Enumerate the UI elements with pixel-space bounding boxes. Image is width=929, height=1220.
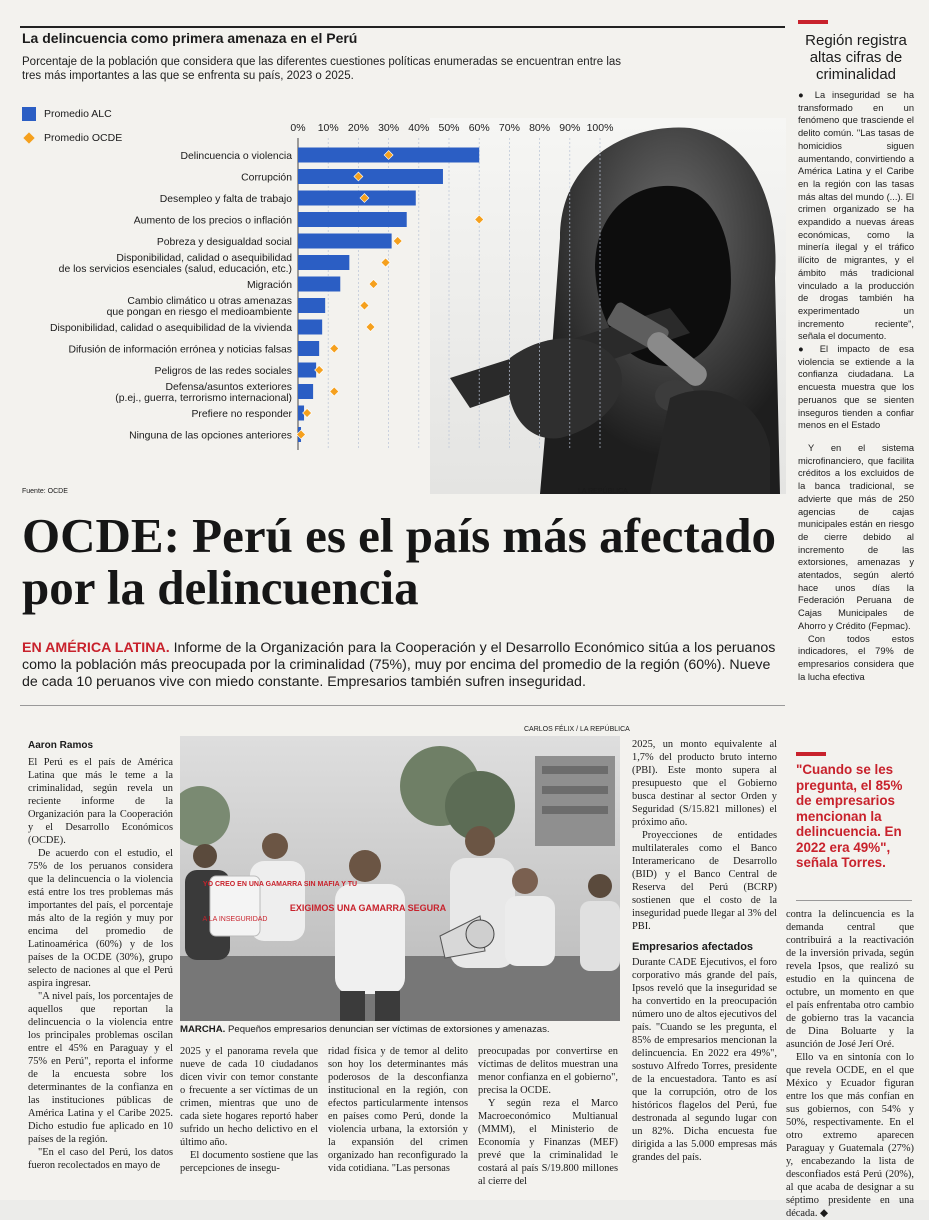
sidebar-paragraph: ● El impacto de esa violencia se extiende a la confianza ciudadana. La encuesta muestra que los peruanos que se sienten inseguros tienden a confiar menos en el Estado xyxy=(798,344,914,431)
marker-ocde xyxy=(366,323,375,332)
category-label: Defensa/asuntos exteriores xyxy=(165,382,292,393)
paragraph: contra la delincuencia es la demanda central que contribuirá a la reactivación de la inversión privada, según revela Ipsos, que realizó su estudio en la quincena de octubre, un momento en que el país enfrentaba otro cambio de gobierno tras la vacancia de Dina Boluarte y la asunción de José Jerí Oré. xyxy=(786,909,914,1050)
marker-ocde xyxy=(393,237,402,246)
caption-label: MARCHA. xyxy=(180,1024,226,1035)
column-1 xyxy=(28,756,173,1172)
paragraph: ridad física y de temor al delito son hoy los determinantes más poderosos de la desconfianza institucional en la región, con efectos particularmente intensos en países como Perú, donde la violencia urbana, la extorsión y la expansión del crimen organizado han reconfigurado la vida cotidiana. "Las personas xyxy=(328,1046,468,1174)
chart-title: La delincuencia como primera amenaza en el Perú xyxy=(22,30,358,46)
photo-caption xyxy=(180,1024,620,1035)
x-tick-label: 20% xyxy=(347,122,369,134)
category-label: Ninguna de las opciones anteriores xyxy=(129,430,292,442)
x-tick-label: 10% xyxy=(317,122,339,134)
sidebar-paragraph: ● La inseguridad se ha transformado en un fenómeno que trasciende el delito común. "Las tasas de homicidios siguen aumentando, convirtiendo a América Latina y el Caribe en la región con las tasas más altas del mundo (...). El crimen organizado se ha expandido a nuevas áreas económicas, como la minería ilegal y el tráfico ilícito de migrantes, y el ámbito más tradicional vinculado a la producción de drogas también ha experimentado un incremento reciente", señala el documento. xyxy=(798,90,914,342)
paragraph: 2025 y el panorama revela que nueve de cada 10 ciudadanos dicen vivir con temor constante o frecuente a ser víctimas de un crimen, mientras que uno de cada siete hogares reportó haber sufrido un hecho delictivo en el último año. xyxy=(180,1046,318,1148)
sidebar-paragraph: Con todos estos indicadores, el 79% de empresarios considera que la lucha efectiva xyxy=(798,633,914,682)
bar-alc xyxy=(298,384,313,399)
bar-alc xyxy=(298,212,407,227)
paragraph: Durante CADE Ejecutivos, el foro corporativo más grande del país, Ipsos reveló que la inseguridad se ha convertido en la preocupación número uno de altos ejecutivos del país. "Cuando se les pregunta, el 85% de empresarios mencionan la delincuencia. En 2022 era 49%", sostuvo Alfredo Torres, presidente de la encuestadora. Tanto es así que la corrupción, otro de los históricos flagelos del Perú, fue destronada al segundo lugar con un 82%. Dicha encuesta fue dirigida a las 5.000 empresas más grandes del país. xyxy=(632,957,777,1163)
poster-text: A LA INSEGURIDAD xyxy=(202,916,268,923)
x-tick-label: 0% xyxy=(290,122,306,134)
bar-alc xyxy=(298,363,316,378)
chart-top-rule xyxy=(20,26,785,28)
shirt-text: YO CREO EN UNA GAMARRA SIN MAFIA Y TU xyxy=(202,881,358,888)
caption-text: Pequeños empresarios denuncian ser víctimas de extorsiones y amenazas. xyxy=(225,1024,550,1035)
paragraph: Y según reza el Marco Macroeconómico Multianual (MMM), el Ministerio de Economía y Finanzas (MEF) prevé que la criminalidad le costará al país S/19.800 millones al cierre del xyxy=(478,1098,618,1187)
subheading: Empresarios afectados xyxy=(632,941,754,953)
paragraph: "En el caso del Perú, los datos fueron recolectados en mayo de xyxy=(28,1147,173,1171)
x-tick-label: 50% xyxy=(438,122,460,134)
x-tick-label: 90% xyxy=(559,122,581,134)
x-tick-label: 70% xyxy=(498,122,520,134)
quote-divider xyxy=(796,900,912,901)
bar-alc xyxy=(298,255,349,270)
byline: Aaron Ramos xyxy=(28,740,94,751)
sidebar-title: Región registra altas cifras de criminalidad xyxy=(805,32,907,83)
section-divider xyxy=(20,705,785,706)
column-3 xyxy=(328,1045,468,1175)
category-label: Aumento de los precios o inflación xyxy=(133,215,292,227)
bar-alc xyxy=(298,234,392,249)
bar-alc xyxy=(298,320,322,335)
category-label: Pobreza y desigualdad social xyxy=(156,237,292,248)
category-label: Disponibilidad, calidad o asequibilidad xyxy=(116,253,292,264)
paragraph: "A nivel país, los porcentajes de aquellos que reportan la delincuencia o la violencia entre los principales problemas oscilan entre el 45% en Paraguay y el 75% en Perú", reporta el informe de la encuesta sobre los determinantes de la confianza en las instituciones públicas de América Latina y el Caribe 2025. Dicho estudio fue aplicado en 10 países de la región. xyxy=(28,991,173,1145)
bar-alc xyxy=(298,298,325,313)
paragraph: Proyecciones de entidades multilaterales como el Banco Interamericano de Desarrollo (BID) y el Banco Central de Reserva del Perú (BCRP) sostienen que el costo de la inseguridad puede llegar al 3% del PBI. xyxy=(632,830,777,932)
category-label: Prefiere no responder xyxy=(191,409,292,420)
sidebar-paragraph: Y en el sistema microfinanciero, que facilita créditos a los excluidos de la banca tradicional, se advierte que más de 250 agencias de cajas municipales están en riesgo de cierre debido al incremento de las extorsiones, amenazas y atentados, según alertó hace unos días la Federación Peruana de Cajas Municipales de Ahorro y Crédito (Fepmac). xyxy=(798,442,914,631)
bar-alc xyxy=(298,341,319,356)
category-label: (p.ej., guerra, terrorismo internacional) xyxy=(115,393,292,404)
column-5 xyxy=(632,738,777,1164)
paragraph: preocupadas por convertirse en víctimas de delitos muestran una menor confianza en el gobierno", precisa la OCDE. xyxy=(478,1046,618,1096)
category-label: Migración xyxy=(246,280,292,291)
lead-text: Informe de la Organización para la Cooperación y el Desarrollo Económico sitúa a los peruanos como la población más preocupada por la criminalidad (75%), muy por encima del promedio de la región (60%). Nueve de cada 10 peruanos vive con miedo constante. Empresarios también sufren inseguridad. xyxy=(22,640,776,690)
headline: OCDE: Perú es el país más afectado por la delincuencia xyxy=(22,508,776,615)
legend-alc-label: Promedio ALC xyxy=(44,108,112,120)
bar-alc xyxy=(298,191,416,206)
marker-ocde xyxy=(369,280,378,289)
pull-quote xyxy=(796,752,912,871)
legend-ocde-label: Promedio OCDE xyxy=(44,132,123,144)
x-tick-label: 40% xyxy=(408,122,430,134)
category-label: Cambio climático u otras amenazas xyxy=(127,296,292,307)
pull-quote-text: "Cuando se les pregunta, el 85% de empresarios mencionan la delincuencia. En 2022 era 49%", señala Torres. xyxy=(796,762,903,870)
bar-alc xyxy=(298,169,443,184)
quote-rule xyxy=(796,752,826,756)
category-label: que pongan en riesgo el medioambiente xyxy=(106,307,292,318)
category-label: Disponibilidad, calidad o asequibilidad de la vivienda xyxy=(49,323,292,334)
chart-credit: LA REPÚBLICA xyxy=(578,488,628,495)
category-label: Desempleo y falta de trabajo xyxy=(159,194,292,205)
march-photo xyxy=(180,736,620,1021)
paragraph: 2025, un monto equivalente al 1,7% del producto bruto interno (PBI). Este monto supera al presupuesto que el Gobierno busca destinar al sector Orden y Seguridad (S/15.821 millones) el próximo año. xyxy=(632,739,777,828)
category-label: Corrupción xyxy=(241,172,292,184)
category-label: Delincuencia o violencia xyxy=(180,151,292,162)
protest-sign-text: EXIGIMOS UNA GAMARRA SEGURA xyxy=(289,903,447,913)
paragraph: De acuerdo con el estudio, el 75% de los peruanos considera que la delincuencia o la violencia está entre los tres problemas más importantes del país, el porcentaje más alto de la región y muy por encima del promedio de Latinoamérica (60%) y de los países de la OCDE (30%), grupo selecto de naciones al que el Perú aspira ingresar. xyxy=(28,848,173,989)
marker-ocde xyxy=(360,301,369,310)
bar-alc xyxy=(298,277,340,292)
paragraph: Ello va en sintonía con lo que revela OCDE, en el que México y Ecuador figuran entre los que más confían en sus gobiernos, con 54% y 50%, respectivamente. En el otro extremo aparecen Paraguay y Guatemala (27%) y, encabezando la lista de desconfiados está Perú (20%), al que acaba de designar a su séptimo presidente en una década. ◆ xyxy=(786,1052,914,1219)
category-label: de los servicios esenciales (salud, educación, etc.) xyxy=(58,264,292,275)
category-label: Difusión de información errónea y noticias falsas xyxy=(68,344,292,356)
chart-subtitle: Porcentaje de la población que considera que las diferentes cuestiones políticas enumeradas se encuentran entre las tres más importantes a las que se enfrenta su país, 2023 o 2025. xyxy=(22,56,622,82)
x-tick-label: 30% xyxy=(378,122,400,134)
bar-chart xyxy=(0,110,620,490)
marker-ocde xyxy=(330,387,339,396)
paragraph: El Perú es el país de América Latina que más le teme a la criminalidad, según revela un reciente informe de la Organización para la Cooperación y el Desarrollo Económicos (OCDE). xyxy=(28,757,173,846)
sidebar xyxy=(798,20,914,683)
column-4 xyxy=(478,1045,618,1188)
lead xyxy=(22,640,782,691)
sidebar-rule xyxy=(798,20,828,24)
photo-credit: CARLOS FÉLIX / LA REPÚBLICA xyxy=(524,726,630,733)
column-2 xyxy=(180,1045,318,1175)
lead-kicker: EN AMÉRICA LATINA. xyxy=(22,640,170,656)
category-label: Peligros de las redes sociales xyxy=(154,366,292,377)
marker-ocde xyxy=(330,344,339,353)
x-tick-label: 100% xyxy=(586,122,614,134)
x-tick-label: 60% xyxy=(468,122,490,134)
paragraph: El documento sostiene que las percepciones de insegu- xyxy=(180,1150,318,1174)
column-6 xyxy=(786,908,914,1220)
chart-source: Fuente: OCDE xyxy=(22,488,68,495)
marker-ocde xyxy=(475,215,484,224)
x-tick-label: 80% xyxy=(529,122,551,134)
